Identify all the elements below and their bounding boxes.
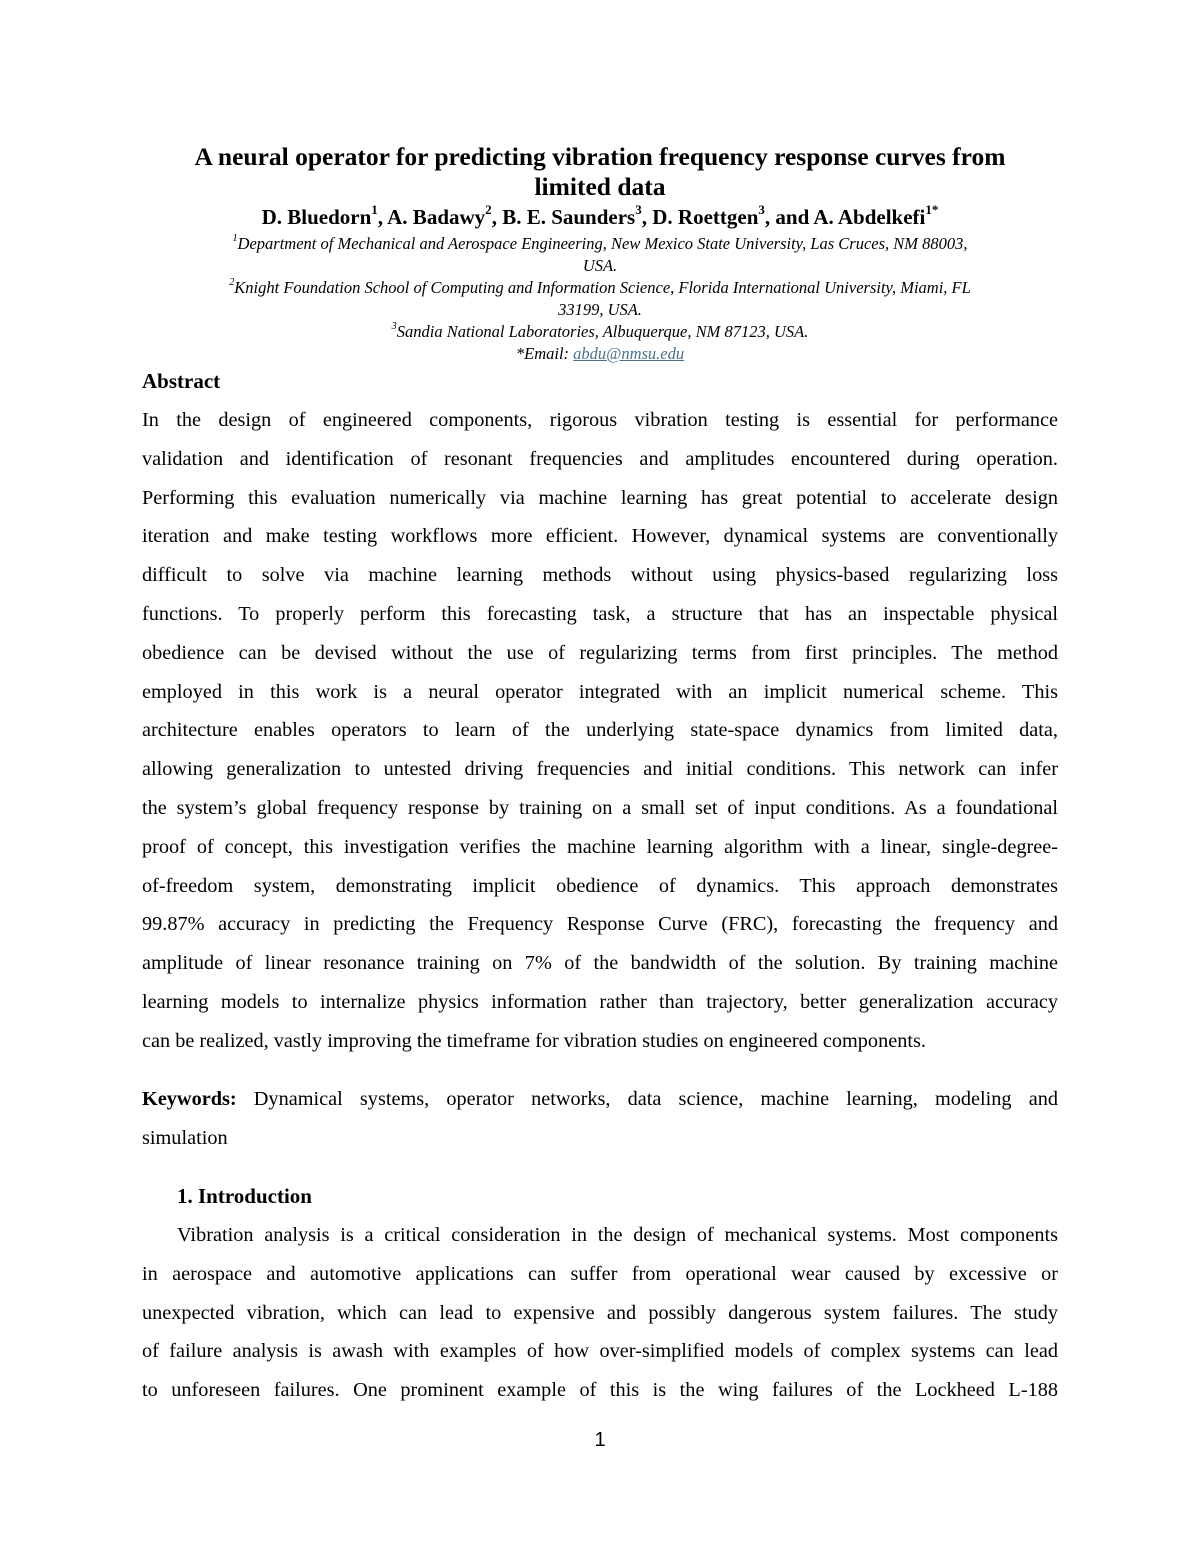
abstract-line: functions. To properly perform this forecasting task, a structure that has an inspectable physical (142, 602, 1058, 625)
author-affiliation-marker: 1 (371, 202, 378, 218)
abstract-line: amplitude of linear resonance training on 7% of the bandwidth of the solution. By training machine (142, 952, 1058, 975)
author-affiliation-marker: 3 (635, 202, 642, 218)
abstract-line: allowing generalization to untested driving frequencies and initial conditions. This network can infer (142, 758, 1058, 781)
affiliation-2-line-1: $^2$Knight Foundation School of Computing and Information Science, Florida International University, Miami, FL (229, 276, 971, 297)
email-link[interactable]: abdu@nmsu.edu (573, 344, 685, 363)
author-name: D. Roettgen (652, 205, 759, 229)
section-heading-introduction: 1. Introduction (177, 1184, 312, 1208)
page-number: 1 (594, 1429, 606, 1451)
keywords-line-1: Keywords: Dynamical systems, operator networks, data science, machine learning, modeling and (142, 1088, 1058, 1110)
abstract-line: 99.87% accuracy in predicting the Frequency Response Curve (FRC), forecasting the frequency and (142, 913, 1058, 936)
title-line-1: A neural operator for predicting vibration frequency response curves from (194, 142, 1006, 171)
abstract-line: employed in this work is a neural operator integrated with an implicit numerical scheme. This (142, 680, 1058, 703)
introduction-line: Vibration analysis is a critical consideration in the design of mechanical systems. Most components (177, 1224, 1058, 1246)
author-list (142, 204, 1058, 230)
abstract-line: learning models to internalize physics information rather than trajectory, better generalization accuracy (142, 990, 1058, 1013)
affiliations (142, 233, 1058, 365)
abstract-body (142, 401, 1058, 1061)
introduction-line: to unforeseen failures. One prominent example of this is the wing failures of the Lockheed L-188 (142, 1379, 1058, 1402)
abstract-line: validation and identification of resonant frequencies and amplitudes encountered during operation. (142, 447, 1058, 470)
introduction-line: unexpected vibration, which can lead to expensive and possibly dangerous system failures. The study (142, 1301, 1058, 1324)
author-separator: , (491, 205, 503, 229)
author-name: B. E. Saunders (502, 205, 636, 229)
title-line-2: limited data (534, 172, 666, 201)
keywords-line-2: simulation (142, 1126, 228, 1149)
author-separator: , (641, 205, 653, 229)
abstract-line: obedience can be devised without the use of regularizing terms from first principles. The method (142, 641, 1058, 664)
affiliation-1-line-2: USA. (582, 256, 618, 275)
abstract-line: architecture enables operators to learn of the underlying state-space dynamics from limited data, (142, 719, 1058, 742)
abstract-heading: Abstract (142, 369, 221, 393)
paper-title (142, 142, 1058, 202)
keywords-label: Keywords: (142, 1088, 237, 1110)
introduction-body (142, 1216, 1058, 1410)
abstract-line: Performing this evaluation numerically via machine learning has great potential to accelerate design (142, 486, 1058, 509)
keywords (142, 1080, 1058, 1158)
affiliation-2-line-2: 33199, USA. (558, 300, 642, 319)
author-name: D. Bluedorn (261, 205, 372, 229)
affiliation-3: $^3$Sandia National Laboratories, Albuquerque, NM 87123, USA. (391, 320, 809, 341)
corresponding-email: *Email: abdu@nmsu.edu (515, 344, 685, 363)
author-affiliation-marker: 3 (758, 202, 765, 218)
author-name: A. Badawy (387, 205, 486, 229)
abstract-line: difficult to solve via machine learning methods without using physics-based regularizing loss (142, 564, 1058, 587)
author-separator: , and (764, 205, 814, 229)
abstract-line: proof of concept, this investigation verifies the machine learning algorithm with a linear, single-degree- (142, 835, 1058, 858)
affiliation-1-line-1: $^1$Department of Mechanical and Aerospace Engineering, New Mexico State University, Las Cruces, NM 88003, (232, 232, 968, 253)
abstract-line: the system’s global frequency response by training on a small set of input conditions. As a foundational (142, 796, 1058, 819)
author-separator: , (377, 205, 388, 229)
author-affiliation-marker: 1* (925, 202, 939, 218)
author-name: A. Abdelkefi (813, 205, 926, 229)
abstract-line: iteration and make testing workflows more efficient. However, dynamical systems are conventionally (142, 525, 1058, 548)
abstract-line: In the design of engineered components, rigorous vibration testing is essential for performance (142, 409, 1058, 431)
introduction-line: in aerospace and automotive applications can suffer from operational wear caused by excessive or (142, 1262, 1058, 1285)
abstract-line: can be realized, vastly improving the timeframe for vibration studies on engineered components. (142, 1029, 926, 1052)
introduction-line: of failure analysis is awash with examples of how over-simplified models of complex systems can lead (142, 1340, 1058, 1363)
author-affiliation-marker: 2 (485, 202, 492, 218)
abstract-line: of-freedom system, demonstrating implicit obedience of dynamics. This approach demonstrates (142, 874, 1058, 897)
